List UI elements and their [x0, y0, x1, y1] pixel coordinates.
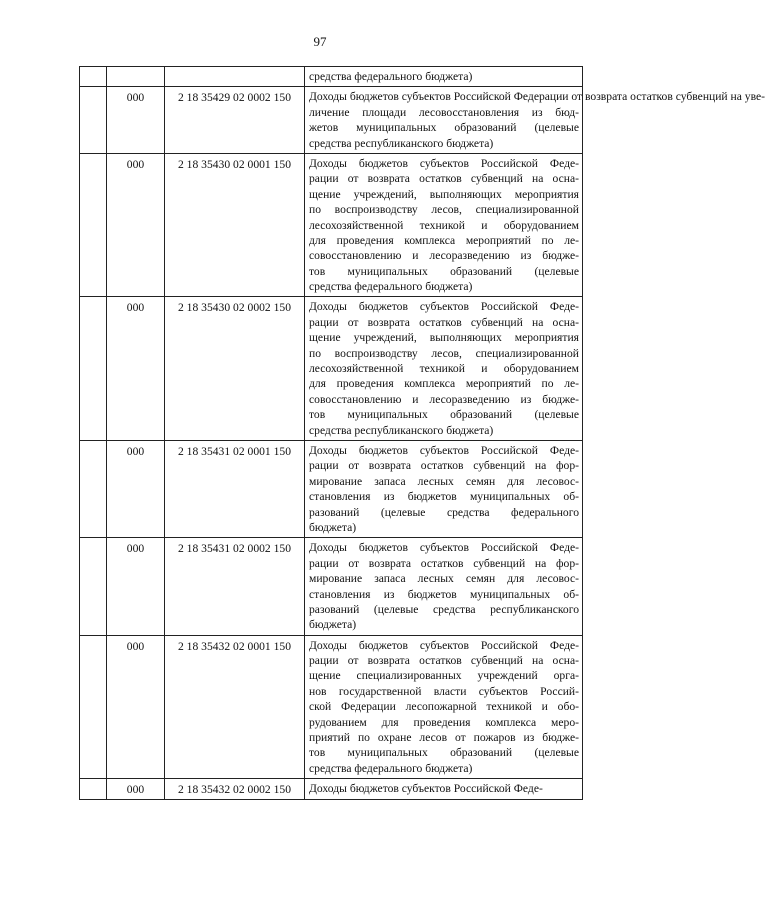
description-line: средства федерального бюджета) — [309, 70, 473, 83]
description-cell — [305, 87, 765, 154]
description-line: средства федерального бюджета) — [309, 761, 473, 775]
table-row — [80, 635, 583, 779]
table-row — [80, 538, 583, 635]
description-line: по воспроизводству лесов, специализированной — [309, 203, 579, 217]
description-cell — [305, 297, 583, 441]
admin-code-cell: 000 — [107, 87, 165, 154]
table-row — [80, 297, 583, 441]
row-number-cell — [80, 67, 107, 87]
description-line: Доходы бюджетов субъектов Российской Феде- — [309, 638, 579, 652]
table-row — [80, 87, 583, 154]
table-row — [80, 779, 583, 799]
admin-code-cell — [107, 67, 165, 87]
income-code-cell: 2 18 35430 02 0002 150 — [165, 297, 305, 441]
income-code-cell — [165, 67, 305, 87]
table-row — [80, 153, 583, 297]
description-line: личение площади лесовосстановления из бюд- — [309, 105, 579, 119]
description-line: средства республиканского бюджета) — [309, 423, 494, 437]
description-line: разований (целевые средства федерального — [309, 505, 579, 519]
description-line: рации от возврата остатков субвенций на осна- — [309, 172, 579, 186]
description-line: тов муниципальных образований (целевые — [309, 408, 579, 422]
description-line: щение специализированных учреждений орга- — [309, 669, 579, 683]
description-line: Доходы бюджетов субъектов Российской Федерации от возврата остатков субвенций на уве- — [309, 90, 765, 104]
row-number-cell — [80, 440, 107, 537]
description-line: бюджета) — [309, 520, 357, 534]
row-number-cell — [80, 297, 107, 441]
income-code-cell: 2 18 35431 02 0001 150 — [165, 440, 305, 537]
description-line: Доходы бюджетов субъектов Российской Феде- — [309, 443, 579, 457]
income-code-cell: 2 18 35432 02 0001 150 — [165, 635, 305, 779]
description-line: мирование запаса лесных семян для лесовос- — [309, 572, 579, 586]
description-line: приятий по охране лесов от пожаров из бюдже- — [309, 731, 579, 745]
page-number: 97 — [313, 34, 327, 49]
table-body — [80, 67, 765, 800]
description-line: для проведения комплекса мероприятий по ле- — [309, 377, 579, 391]
description-line: совосстановлению и лесоразведению из бюдже- — [309, 249, 579, 263]
table-row — [80, 67, 583, 87]
income-code-cell: 2 18 35429 02 0002 150 — [165, 87, 305, 154]
description-line: мирование запаса лесных семян для лесовос- — [309, 474, 579, 488]
description-line: нов государственной власти субъектов Россий- — [309, 684, 579, 698]
description-line: лесохозяйственной техникой и оборудованием — [309, 218, 579, 232]
description-line: лесохозяйственной техникой и оборудованием — [309, 362, 579, 376]
description-line: рации от возврата остатков субвенций на осна- — [309, 654, 579, 668]
description-line: для проведения комплекса мероприятий по ле- — [309, 233, 579, 247]
description-line: средства республиканского бюджета) — [309, 136, 494, 150]
row-number-cell — [80, 635, 107, 779]
admin-code-cell: 000 — [107, 635, 165, 779]
row-number-cell — [80, 153, 107, 297]
description-line: рации от возврата остатков субвенций на осна- — [309, 315, 579, 329]
income-code-cell: 2 18 35431 02 0002 150 — [165, 538, 305, 635]
description-cell — [305, 153, 583, 297]
description-line: рудованием для проведения комплекса меро- — [309, 715, 579, 729]
description-line: по воспроизводству лесов, специализированной — [309, 346, 579, 360]
description-line: Доходы бюджетов субъектов Российской Феде- — [309, 782, 543, 796]
description-line: совосстановлению и лесоразведению из бюдже- — [309, 392, 579, 406]
description-line: рации от возврата остатков субвенций на фор- — [309, 459, 579, 473]
description-line: Доходы бюджетов субъектов Российской Феде- — [309, 541, 579, 555]
description-line: становления из бюджетов муниципальных об- — [309, 490, 579, 504]
admin-code-cell: 000 — [107, 538, 165, 635]
admin-code-cell: 000 — [107, 297, 165, 441]
budget-codes-table — [79, 66, 765, 800]
row-number-cell — [80, 538, 107, 635]
table-row — [80, 440, 583, 537]
description-line: рации от возврата остатков субвенций на фор- — [309, 556, 579, 570]
description-line: щение учреждений, выполняющих мероприятия — [309, 331, 579, 345]
description-line: средства федерального бюджета) — [309, 280, 473, 294]
description-line: становления из бюджетов муниципальных об- — [309, 587, 579, 601]
description-cell — [305, 538, 583, 635]
description-cell — [305, 440, 583, 537]
description-line: Доходы бюджетов субъектов Российской Феде- — [309, 300, 579, 314]
admin-code-cell: 000 — [107, 440, 165, 537]
description-cell — [305, 779, 583, 799]
description-line: Доходы бюджетов субъектов Российской Феде- — [309, 156, 579, 170]
description-line: ской Федерации лесопожарной техникой и обо- — [309, 700, 579, 714]
row-number-cell — [80, 779, 107, 799]
description-line: жетов муниципальных образований (целевые — [309, 121, 579, 135]
row-number-cell — [80, 87, 107, 154]
description-line: тов муниципальных образований (целевые — [309, 746, 579, 760]
description-line: разований (целевые средства республиканского — [309, 602, 579, 616]
description-line: бюджета) — [309, 618, 357, 632]
description-line: щение учреждений, выполняющих мероприятия — [309, 187, 579, 201]
description-cell — [305, 635, 583, 779]
admin-code-cell: 000 — [107, 779, 165, 799]
admin-code-cell: 000 — [107, 153, 165, 297]
description-cell — [305, 67, 583, 87]
description-line: тов муниципальных образований (целевые — [309, 264, 579, 278]
income-code-cell: 2 18 35432 02 0002 150 — [165, 779, 305, 799]
income-code-cell: 2 18 35430 02 0001 150 — [165, 153, 305, 297]
